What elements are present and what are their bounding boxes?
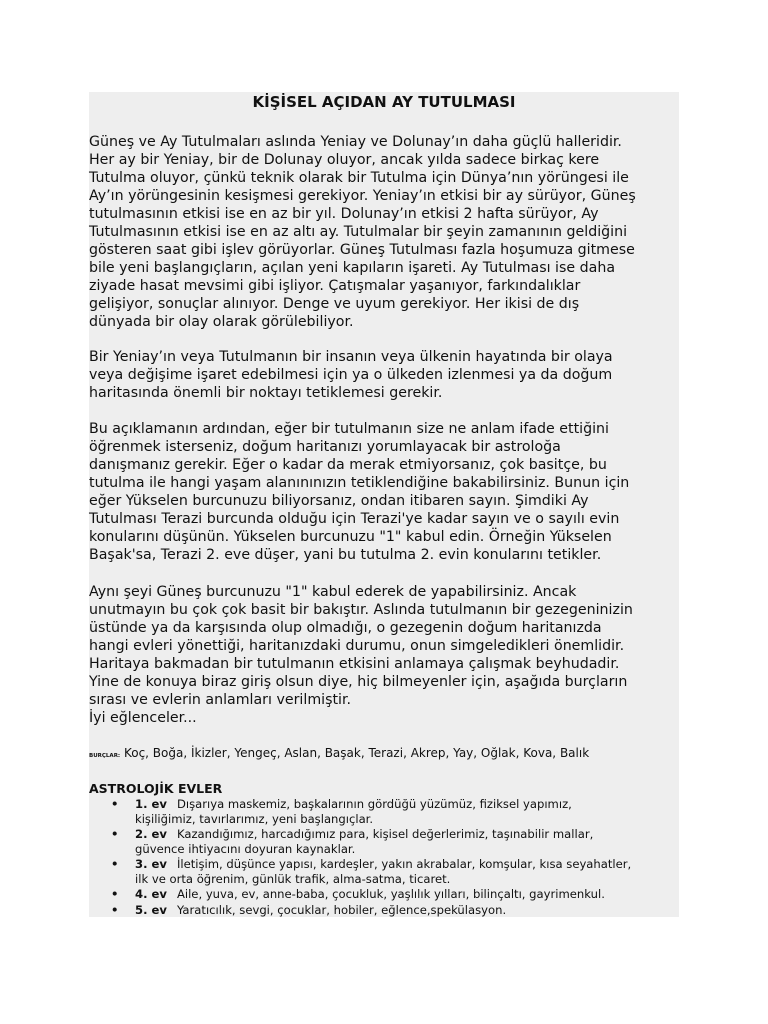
zodiac-signs-list: Koç, Boğa, İkizler, Yengeç, Aslan, Başak, Terazi, Akrep, Yay, Oğlak, Kova, Balık xyxy=(120,746,590,760)
house-number: 3. ev xyxy=(135,857,167,871)
house-number: 1. ev xyxy=(135,797,167,811)
bullet-icon: • xyxy=(111,887,119,901)
bullet-icon: • xyxy=(111,797,119,811)
bullet-icon: • xyxy=(111,827,119,841)
astrological-houses-heading: ASTROLOJİK EVLER xyxy=(89,781,223,796)
zodiac-signs-label: BURÇLAR: xyxy=(89,753,121,759)
house-number: 2. ev xyxy=(135,827,167,841)
list-item xyxy=(89,887,679,902)
paragraph-significance: Bir Yeniay’ın veya Tutulmanın bir insanın veya ülkenin hayatında bir olaya veya değişime işaret edebilmesi için ya o ülkeden izlenmesi ya da doğum haritasında önemli bir noktayı tetiklemesi gerekir. xyxy=(89,349,613,401)
paragraph-sun-sign: Aynı şeyi Güneş burcunuzu "1" kabul ederek de yapabilirsiniz. Ancak unutmayın bu çok çok basit bir bakıştır. Aslında tutulmanın bir gezegeninizin üstünde ya da karşısında olup olmadığı, o gezegenin doğum haritanızda hangi evleri yönettiği, haritanızdaki durumu, onun simgeledikleri önemlidir. Haritaya bakmadan bir tutulmanın etkisini anlamaya çalışmak beyhudadir. Yine de konuya biraz giriş olsun diye, hiç bilmeyenler için, aşağıda burçların sırası ve evlerin anlamları verilmiştir. İyi eğlenceler... xyxy=(89,584,633,726)
house-description: Yaratıcılık, sevgi, çocuklar, hobiler, eğlence,spekülasyon. xyxy=(176,902,507,917)
page-title: KİŞİSEL AÇIDAN AY TUTULMASI xyxy=(252,93,516,111)
bullet-icon: • xyxy=(111,902,119,917)
list-item xyxy=(89,797,679,826)
house-description: Aile, yuva, ev, anne-baba, çocukluk, yaşlılık yılları, bilinçaltı, gayrimenkul. xyxy=(176,887,605,901)
house-description: Dışarıya maskemiz, başkalarının gördüğü yüzümüz, fiziksel yapımız, kişiliğimiz, tavırlarımız, yeni başlangıçlar. xyxy=(135,797,572,826)
list-item xyxy=(89,827,679,856)
bullet-icon: • xyxy=(111,857,119,871)
paragraph-how-to-count: Bu açıklamanın ardından, eğer bir tutulmanın size ne anlam ifade ettiğini öğrenmek isterseniz, doğum haritanızı yorumlayacak bir astroloğa danışmanız gerekir. Eğer o kadar da merak etmiyorsanız, çok basitçe, bu tutulma ile hangi yaşam alanınınızın tetiklendiğine bakabilirsiniz. Bunun için eğer Yükselen burcunuzu biliyorsanız, ondan itibaren sayın. Şimdiki Ay Tutulması Terazi burcunda olduğu için Terazi'ye kadar sayın ve o sayılı evin konularını düşünün. Yükselen burcunuzu "1" kabul edin. Örneğin Yükselen Başak'sa, Terazi 2. eve düşer, yani bu tutulma 2. evin konularını tetikler. xyxy=(89,421,630,563)
house-number: 5. ev xyxy=(135,902,167,917)
astrological-houses-list xyxy=(89,797,679,918)
list-item xyxy=(89,903,679,918)
zodiac-signs-line xyxy=(89,745,589,764)
house-number: 4. ev xyxy=(135,887,167,901)
house-description: Kazandığımız, harcadığımız para, kişisel değerlerimiz, taşınabilir mallar, güvence ihtiyacını doyuran kaynaklar. xyxy=(135,827,594,856)
list-item xyxy=(89,857,679,886)
house-description: İletişim, düşünce yapısı, kardeşler, yakın akrabalar, komşular, kısa seyahatler, ilk ve orta öğrenim, günlük trafik, alma-satma, ticaret. xyxy=(135,857,632,886)
paragraph-intro: Güneş ve Ay Tutulmaları aslında Yeniay ve Dolunay’ın daha güçlü halleridir. Her ay bir Yeniay, bir de Dolunay oluyor, ancak yılda sadece birkaç kere Tutulma oluyor, çünkü teknik olarak bir Tutulma için Dünya’nın yörüngesi ile Ay’ın yörüngesinin kesişmesi gerekiyor. Yeniay’ın etkisi bir ay sürüyor, Güneş tutulmasının etkisi ise en az bir yıl. Dolunay’ın etkisi 2 hafta sürüyor, Ay Tutulmasının etkisi ise en az altı ay. Tutulmalar bir şeyin zamanının geldiğini gösteren saat gibi işlev görüyorlar. Güneş Tutulması fazla hoşumuza gitmese bile yeni başlangıçların, açılan yeni kapıların işareti. Ay Tutulması ise daha ziyade hasat mevsimi gibi işliyor. Çatışmalar yaşanıyor, farkındalıklar gelişiyor, sonuçlar alınıyor. Denge ve uyum gerekiyor. Her ikisi de dış dünyada bir olay olarak görülebiliyor. xyxy=(89,134,636,330)
